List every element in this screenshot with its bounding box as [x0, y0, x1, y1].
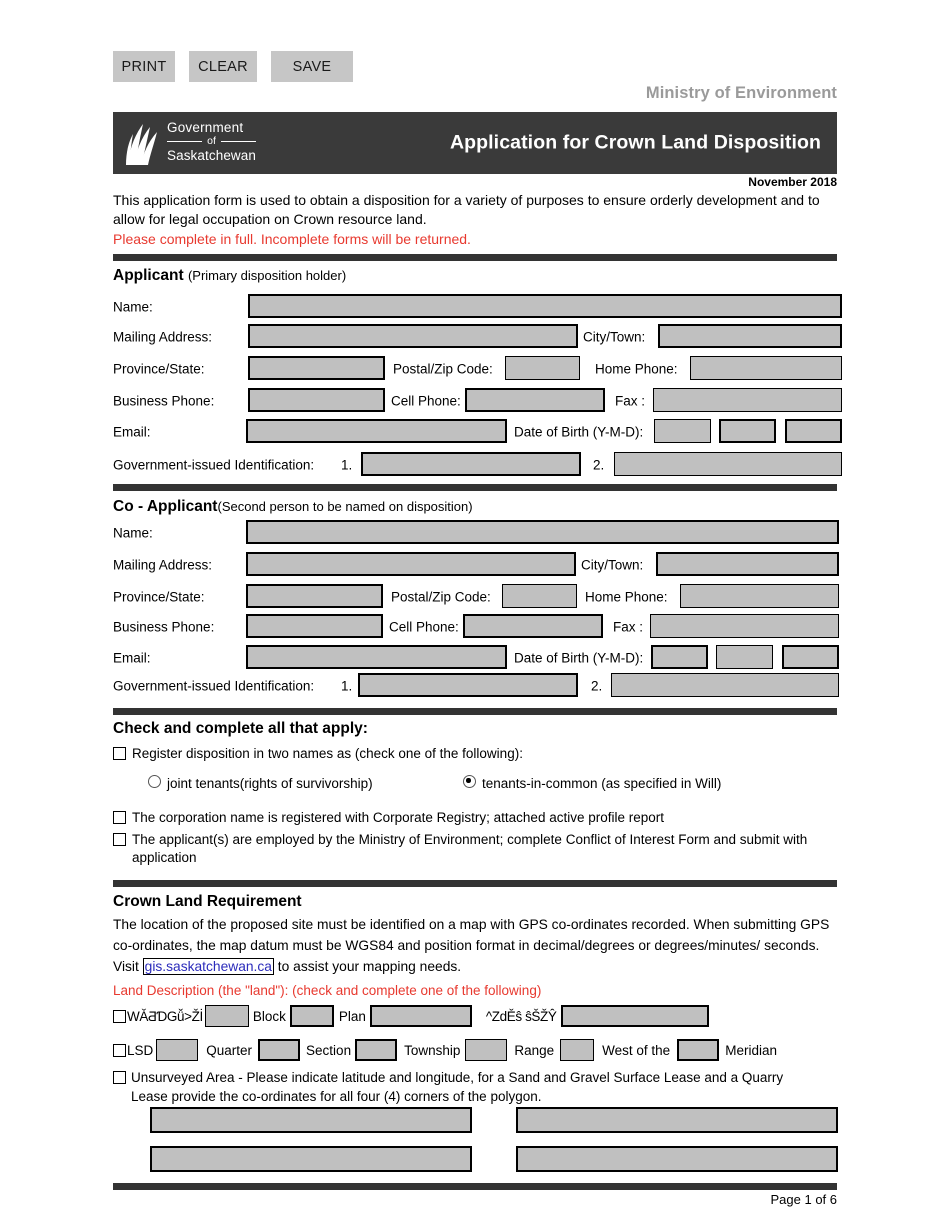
lot-input[interactable] — [205, 1005, 249, 1027]
extension-input[interactable] — [561, 1005, 709, 1027]
applicant-city-town-input[interactable] — [658, 324, 842, 348]
employed-by-ministry-label: The applicant(s) are employed by the Ministry of Environment; complete Conflict of Interest Form and submit with application — [132, 832, 808, 865]
page-title: Application for Crown Land Disposition — [449, 131, 821, 154]
save-button[interactable]: SAVE — [271, 51, 353, 82]
coapplicant-province-state-input[interactable] — [246, 584, 383, 608]
coapplicant-fax-label: Fax : — [613, 619, 644, 635]
crown-land-paragraph-before-link: The location of the proposed site must be identified on a map with GPS co-ordinates recorded. When submitting GPS co-ordinates, the map datum must be WGS84 and position format in decimal/degrees or degrees/minutes/ seconds. Visit — [113, 917, 830, 974]
applicant-cell-phone-label: Cell Phone: — [391, 393, 461, 409]
lsd-input[interactable] — [156, 1039, 198, 1061]
page-number: Page 1 of 6 — [770, 1192, 837, 1207]
coapplicant-business-phone-input[interactable] — [246, 614, 383, 638]
applicant-email-label: Email: — [113, 424, 151, 440]
applicant-dob-month-input[interactable] — [719, 419, 776, 443]
applicant-mailing-address-input[interactable] — [248, 324, 578, 348]
divider-coapplicant-top — [113, 484, 837, 491]
applicant-province-state-input[interactable] — [248, 356, 385, 380]
applicant-mailing-address-label: Mailing Address: — [113, 329, 213, 345]
coapplicant-home-phone-label: Home Phone: — [585, 589, 668, 605]
logo-line-saskatchewan: Saskatchewan — [167, 147, 257, 163]
applicant-email-input[interactable] — [246, 419, 507, 443]
coapplicant-gov-id-1-input[interactable] — [358, 673, 578, 697]
quarter-label: Quarter — [206, 1042, 253, 1058]
applicant-subtitle-text: (Primary disposition holder) — [187, 268, 347, 283]
crown-land-paragraph-after-link: to assist your mapping needs. — [273, 959, 462, 974]
coapplicant-gov-id-label: Government-issued Identification: — [113, 678, 315, 694]
applicant-home-phone-input[interactable] — [690, 356, 842, 380]
coapplicant-postal-zip-input[interactable] — [502, 584, 577, 608]
corporation-registry-label: The corporation name is registered with Corporate Registry; attached active profile report — [132, 810, 665, 825]
coapplicant-subtitle-text: (Second person to be named on disposition) — [217, 499, 473, 514]
coapplicant-fax-input[interactable] — [650, 614, 839, 638]
section-label: Section — [306, 1042, 352, 1058]
land-description-lsd-row — [113, 1038, 777, 1062]
land-description-note: Land Description (the "land"): (check and complete one of the following) — [113, 983, 542, 998]
applicant-gov-id-row — [113, 452, 837, 478]
applicant-business-phone-input[interactable] — [248, 388, 385, 412]
tenants-in-common-label: tenants-in-common (as specified in Will) — [482, 776, 722, 791]
coapplicant-email-input[interactable] — [246, 645, 507, 669]
township-input[interactable] — [465, 1039, 507, 1061]
extension-label: ^ZdĚŝ ŝŠŽŶ — [485, 1008, 557, 1024]
form-action-toolbar — [113, 51, 353, 82]
corporation-registry-checkbox[interactable] — [113, 811, 126, 824]
coapplicant-cell-phone-label: Cell Phone: — [389, 619, 459, 635]
document-header-band — [113, 112, 837, 174]
applicant-postal-zip-input[interactable] — [505, 356, 580, 380]
applicant-province-state-label: Province/State: — [113, 361, 205, 377]
plan-label: Plan — [338, 1008, 366, 1024]
range-input[interactable] — [560, 1039, 594, 1061]
coapplicant-province-state-label: Province/State: — [113, 589, 205, 605]
applicant-title-text: Applicant — [113, 267, 184, 284]
applicant-name-label: Name: — [113, 299, 153, 315]
ministry-name: Ministry of Environment — [645, 84, 837, 102]
plan-input[interactable] — [370, 1005, 472, 1027]
coapplicant-postal-zip-label: Postal/Zip Code: — [391, 589, 491, 605]
range-label: Range — [514, 1042, 555, 1058]
coapplicant-gov-id-2-label: 2. — [591, 678, 603, 694]
coapplicant-business-phone-label: Business Phone: — [113, 619, 215, 635]
applicant-cell-phone-input[interactable] — [465, 388, 605, 412]
applicant-gov-id-label: Government-issued Identification: — [113, 457, 315, 473]
coapplicant-dob-year-input[interactable] — [651, 645, 708, 669]
coapplicant-mailing-address-label: Mailing Address: — [113, 557, 213, 573]
logo-rule-left — [167, 141, 202, 142]
coapplicant-gov-id-2-input[interactable] — [611, 673, 839, 697]
coapplicant-name-row — [113, 520, 837, 546]
applicant-home-phone-label: Home Phone: — [595, 361, 678, 377]
coapplicant-email-label: Email: — [113, 650, 151, 666]
divider-crown-land-top — [113, 880, 837, 887]
intro-text: This application form is used to obtain a disposition for a variety of purposes to ensure orderly development and to allow for legal occupation on Crown resource land. — [113, 192, 820, 227]
applicant-business-phone-label: Business Phone: — [113, 393, 215, 409]
corporation-registry-option[interactable] — [113, 809, 664, 827]
register-two-names-label: Register disposition in two names as (check one of the following): — [132, 746, 523, 761]
crown-land-section-title: Crown Land Requirement — [113, 893, 302, 910]
print-button[interactable]: PRINT — [113, 51, 175, 82]
form-revision-date: November 2018 — [748, 175, 837, 189]
logo-line-government: Government — [167, 120, 244, 136]
meridian-input[interactable] — [677, 1039, 719, 1061]
polygon-corner-4-input[interactable] — [516, 1146, 838, 1172]
coapplicant-cell-phone-input[interactable] — [463, 614, 603, 638]
logo-of-text: of — [207, 135, 216, 148]
joint-tenants-radio[interactable] — [148, 775, 161, 788]
logo-line-of — [167, 136, 256, 147]
land-description-lot-row — [113, 1004, 709, 1028]
applicant-section-title — [113, 267, 346, 285]
employed-by-ministry-option[interactable] — [113, 831, 837, 867]
coapplicant-date-of-birth-label: Date of Birth (Y-M-D): — [514, 650, 644, 666]
lot-row-checkbox[interactable] — [113, 1010, 126, 1023]
applicant-gov-id-1-input[interactable] — [361, 452, 581, 476]
coapplicant-title-text: Co - Applicant — [113, 498, 218, 515]
coapplicant-dob-month-input[interactable] — [716, 645, 773, 669]
applicant-business-row — [113, 388, 837, 414]
divider-check-section-top — [113, 708, 837, 715]
coapplicant-gov-id-row — [113, 673, 837, 699]
applicant-name-row — [113, 294, 837, 320]
meridian-label: Meridian — [725, 1042, 777, 1058]
intro-warning: Please complete in full. Incomplete forms will be returned. — [113, 231, 471, 247]
coapplicant-name-label: Name: — [113, 525, 153, 541]
applicant-gov-id-1-label: 1. — [341, 457, 353, 473]
coapplicant-city-town-label: City/Town: — [581, 557, 644, 573]
tenants-in-common-radio[interactable] — [463, 775, 476, 788]
divider-footer — [113, 1183, 837, 1190]
employed-by-ministry-checkbox[interactable] — [113, 833, 126, 846]
block-label: Block — [252, 1008, 286, 1024]
applicant-email-row — [113, 419, 837, 445]
applicant-province-row — [113, 356, 837, 382]
polygon-corner-1-input[interactable] — [150, 1107, 472, 1133]
applicant-postal-zip-label: Postal/Zip Code: — [393, 361, 493, 377]
applicant-gov-id-2-label: 2. — [593, 457, 605, 473]
divider-applicant-top — [113, 254, 837, 261]
coapplicant-mailing-address-input[interactable] — [246, 552, 576, 576]
lsd-row-checkbox[interactable] — [113, 1044, 126, 1057]
unsurveyed-area-option[interactable] — [113, 1068, 837, 1106]
coapplicant-business-row — [113, 614, 837, 640]
applicant-gov-id-2-input[interactable] — [614, 452, 842, 476]
tenants-in-common-option[interactable] — [463, 775, 721, 793]
gis-saskatchewan-link[interactable]: gis.saskatchewan.ca — [144, 959, 272, 974]
quarter-input[interactable] — [258, 1039, 300, 1061]
applicant-fax-label: Fax : — [615, 393, 646, 409]
coapplicant-home-phone-input[interactable] — [680, 584, 839, 608]
section-input[interactable] — [355, 1039, 397, 1061]
coapplicant-province-row — [113, 584, 837, 610]
check-section-title: Check and complete all that apply: — [113, 720, 368, 737]
unsurveyed-area-checkbox[interactable] — [113, 1071, 126, 1084]
polygon-corner-3-input[interactable] — [150, 1146, 472, 1172]
joint-tenants-option[interactable] — [148, 775, 373, 793]
coapplicant-name-input[interactable] — [246, 520, 839, 544]
applicant-fax-input[interactable] — [653, 388, 842, 412]
coapplicant-gov-id-1-label: 1. — [341, 678, 353, 694]
coapplicant-city-town-input[interactable] — [656, 552, 839, 576]
block-input[interactable] — [290, 1005, 334, 1027]
west-of-the-label: West of the — [602, 1042, 671, 1058]
government-of-saskatchewan-logo — [125, 118, 256, 166]
joint-tenants-label: joint tenants(rights of survivorship) — [167, 776, 373, 791]
crown-land-paragraph — [113, 914, 837, 977]
applicant-date-of-birth-label: Date of Birth (Y-M-D): — [514, 424, 644, 440]
applicant-name-input[interactable] — [248, 294, 842, 318]
coapplicant-dob-day-input[interactable] — [782, 645, 839, 669]
register-two-names-checkbox[interactable] — [113, 747, 126, 760]
applicant-mailing-row — [113, 324, 837, 350]
applicant-dob-day-input[interactable] — [785, 419, 842, 443]
clear-button[interactable]: CLEAR — [189, 51, 257, 82]
register-two-names-option[interactable] — [113, 745, 523, 763]
lot-label: WǍƋƊGǚ>Žİ — [127, 1008, 203, 1024]
applicant-dob-year-input[interactable] — [654, 419, 711, 443]
township-label: Township — [404, 1042, 461, 1058]
polygon-corner-2-input[interactable] — [516, 1107, 838, 1133]
coapplicant-mailing-row — [113, 552, 837, 578]
coapplicant-email-row — [113, 645, 837, 671]
lsd-label: LSD — [127, 1042, 154, 1058]
saskatchewan-wheat-sheaf-icon — [125, 118, 159, 166]
unsurveyed-area-label: Unsurveyed Area - Please indicate latitude and longitude, for a Sand and Gravel Surface Lease and a Quarry Lease provide the co-ordinates for all four (4) corners of the polygon. — [131, 1070, 784, 1104]
applicant-city-town-label: City/Town: — [583, 329, 646, 345]
intro-paragraph — [113, 191, 837, 249]
logo-rule-right — [221, 141, 256, 142]
coapplicant-section-title — [113, 498, 473, 516]
